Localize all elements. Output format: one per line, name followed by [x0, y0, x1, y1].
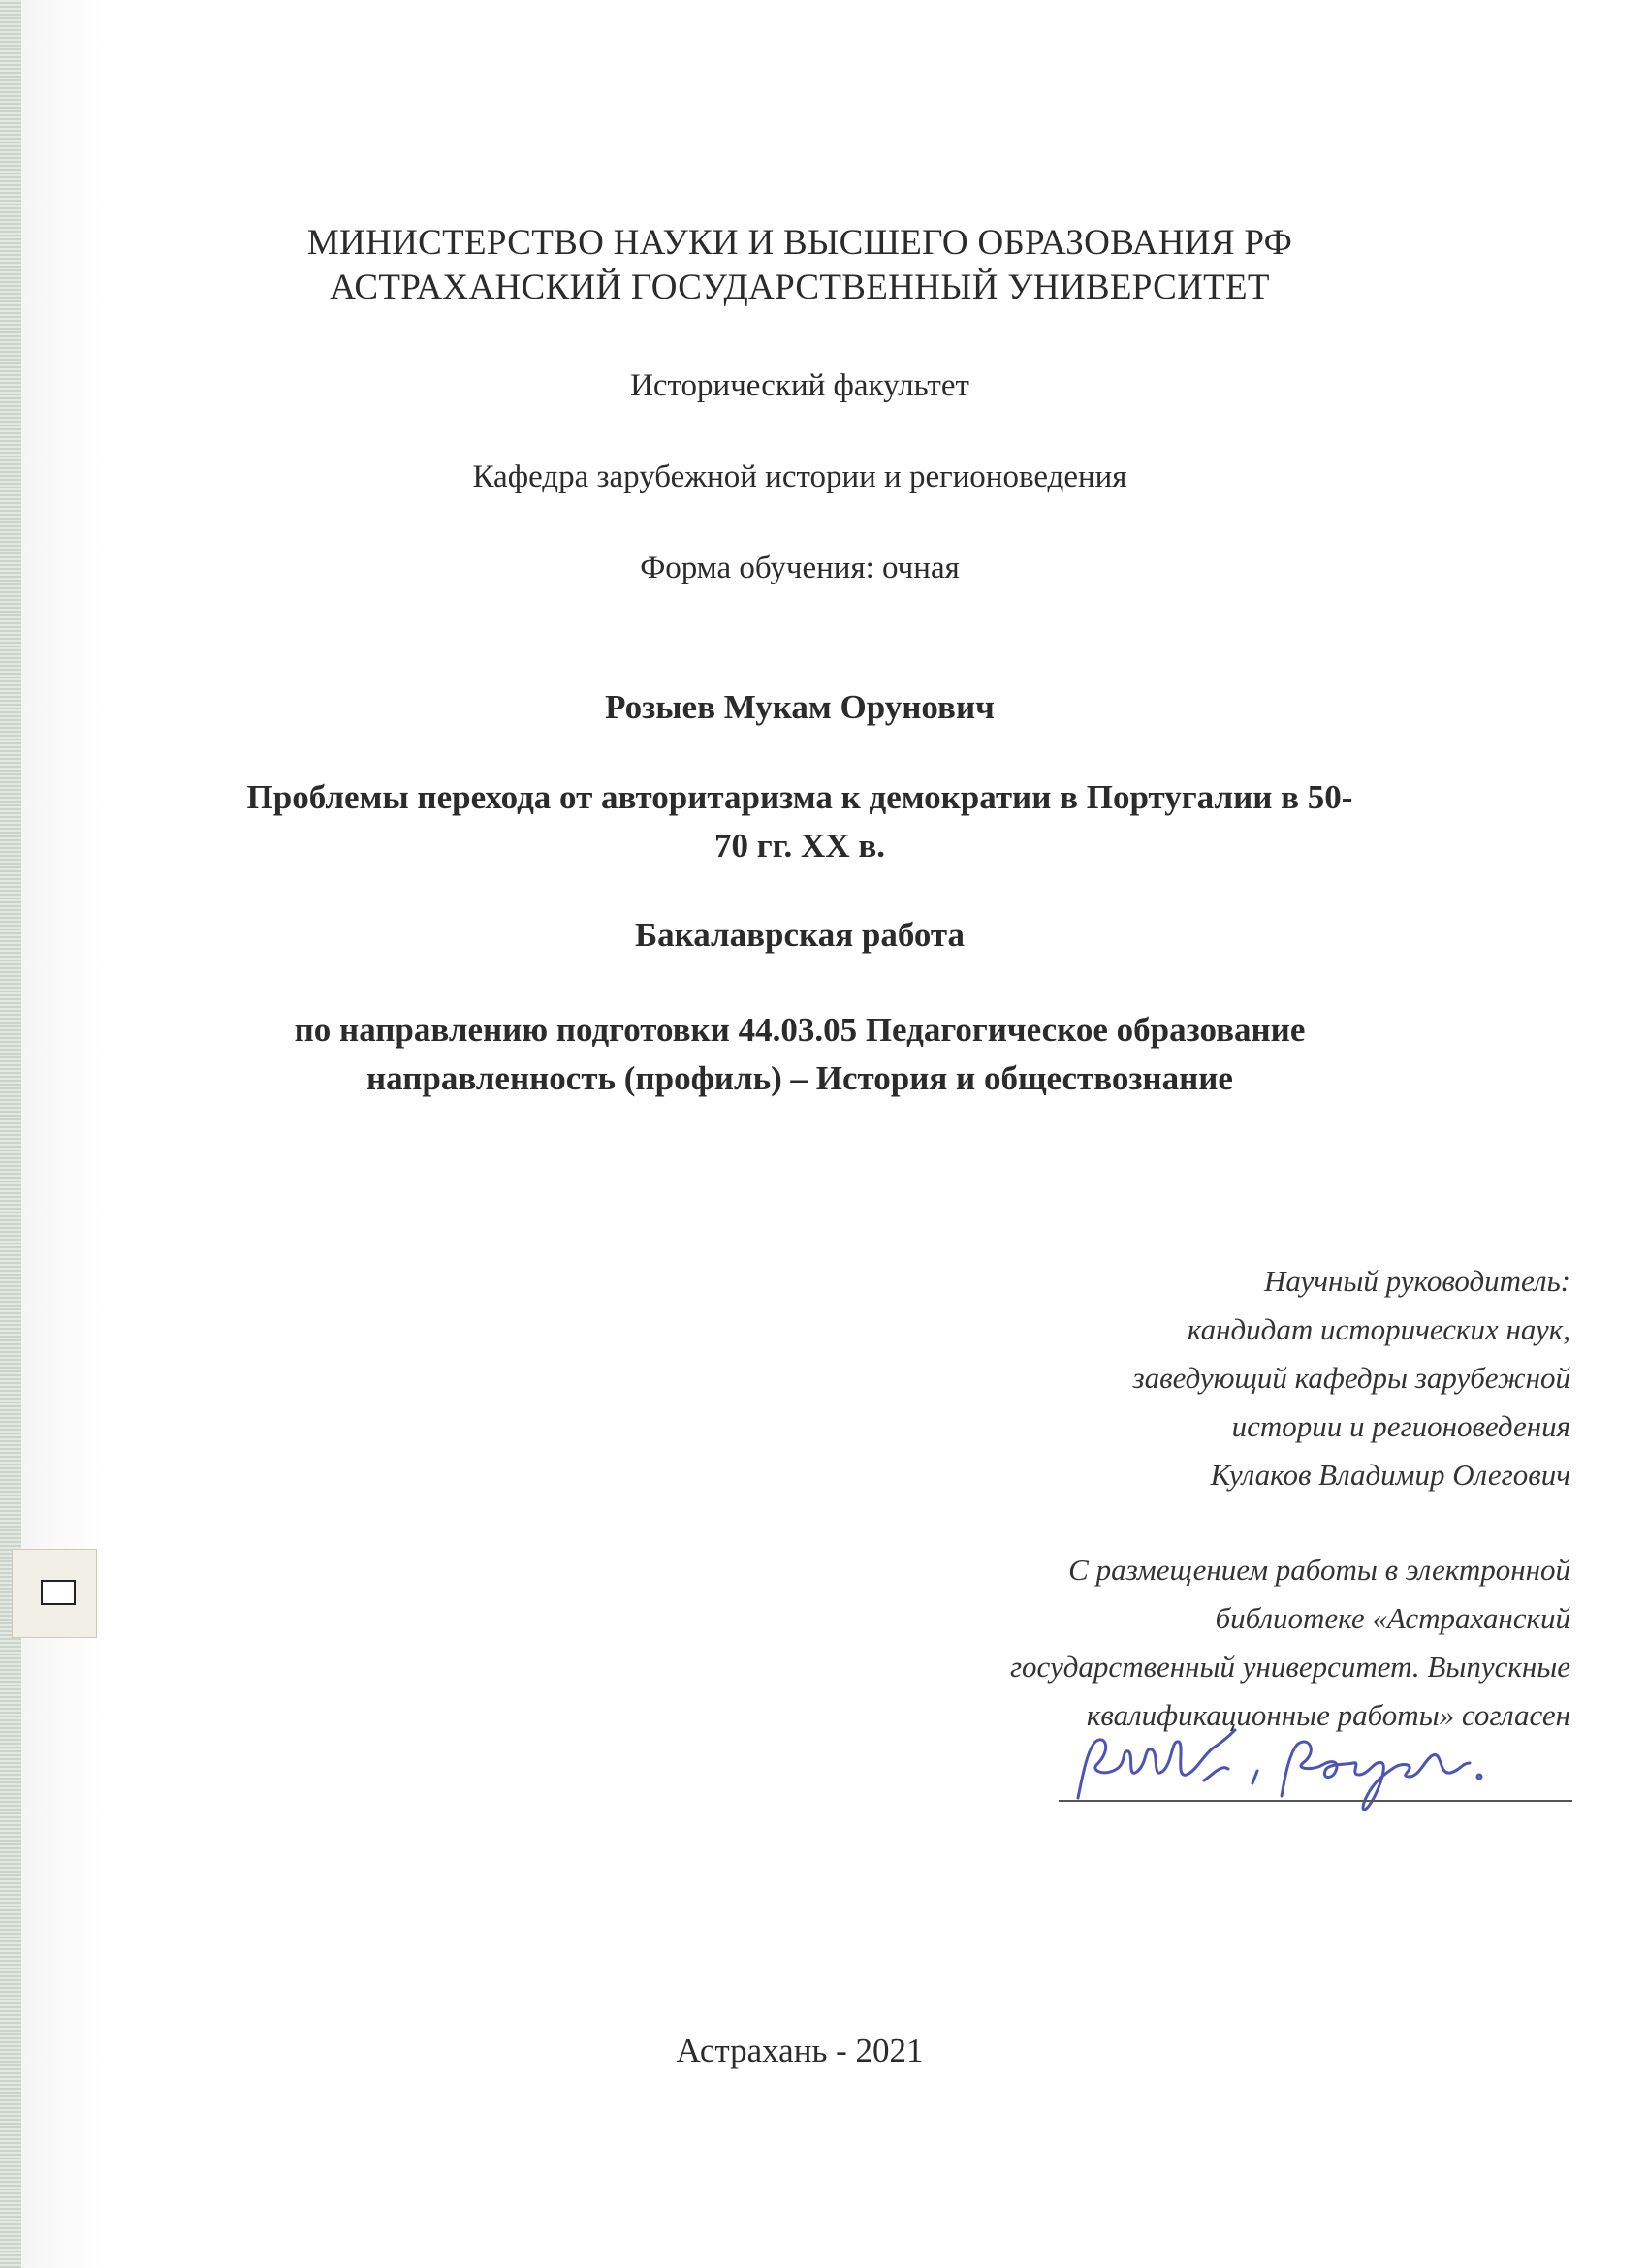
ministry-header: [160, 221, 1440, 310]
supervisor-line: кандидат исторических наук,: [1187, 1312, 1570, 1346]
supervisor-name: Кулаков Владимир Олегович: [1210, 1458, 1570, 1492]
study-form: Форма обучения: очная: [640, 551, 960, 585]
supervisor-line: истории и регионоведения: [1231, 1409, 1570, 1443]
ministry-line-2: АСТРАХАНСКИЙ ГОСУДАРСТВЕННЫЙ УНИВЕРСИТЕТ: [330, 268, 1270, 307]
scan-edge-shadow: [21, 0, 105, 2268]
consent-line: квалификационные работы» согласен: [1086, 1698, 1570, 1732]
ministry-line-1: МИНИСТЕРСТВО НАУКИ И ВЫСШЕГО ОБРАЗОВАНИЯ РФ: [306, 223, 1293, 263]
department: Кафедра зарубежной истории и регионоведения: [472, 459, 1127, 494]
supervisor-block: [892, 1257, 1570, 1499]
supervisor-line: заведующий кафедры зарубежной: [1132, 1361, 1570, 1395]
work-title: [160, 773, 1440, 870]
study-direction-line-2: направленность (профиль) – История и обществознание: [366, 1059, 1233, 1097]
study-direction: [160, 1006, 1440, 1103]
author-name: Розыев Мукам Орунович: [605, 688, 995, 726]
consent-block: [892, 1546, 1570, 1740]
faculty: Исторический факультет: [630, 368, 969, 403]
work-title-line-2: 70 гг. XX в.: [713, 827, 886, 865]
consent-line: библиотеке «Астраханский: [1215, 1601, 1570, 1635]
study-direction-line-1: по направлению подготовки 44.03.05 Педагогическое образование: [294, 1011, 1306, 1049]
scan-edge-strip: [0, 0, 21, 2268]
consent-line: С размещением работы в электронной: [1068, 1553, 1570, 1587]
work-title-line-1: Проблемы перехода от авторитаризма к демократии в Португалии в 50-: [246, 778, 1353, 816]
handwritten-signature: [1059, 1720, 1505, 1817]
work-type: Бакалаврская работа: [634, 916, 966, 954]
city-year: Астрахань - 2021: [676, 2032, 924, 2069]
supervisor-line: Научный руководитель:: [1264, 1264, 1570, 1298]
binder-hole-icon: [41, 1580, 76, 1605]
consent-line: государственный университет. Выпускные: [1009, 1650, 1570, 1684]
signature-line: [1059, 1800, 1572, 1802]
